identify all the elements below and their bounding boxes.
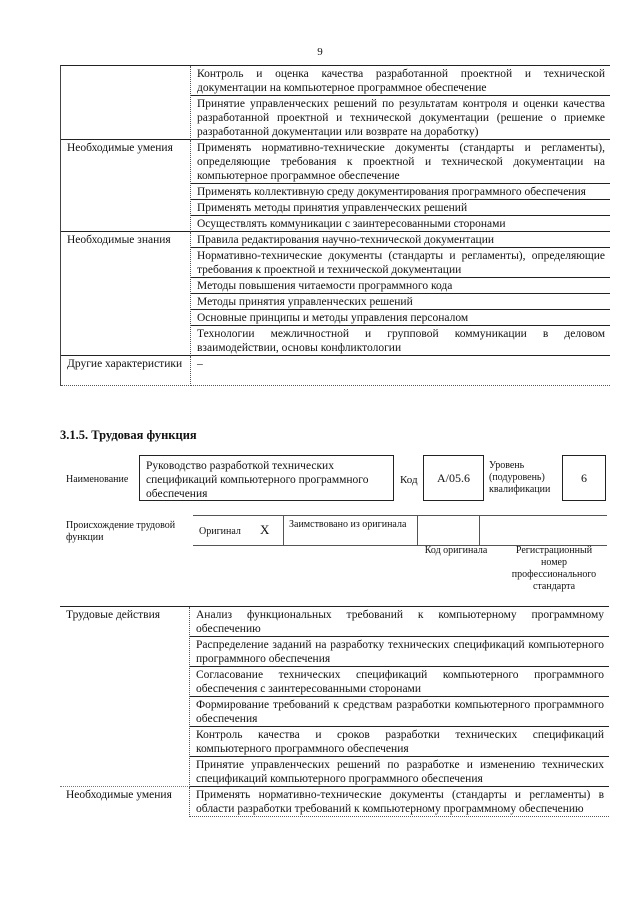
table-cell: Формирование требований к средствам разработки компьютерного программного обеспечения bbox=[190, 697, 609, 727]
table-row-skills bbox=[60, 787, 609, 817]
row-label bbox=[61, 66, 191, 140]
table-cell: Применять нормативно-технические документы (стандарты и регламенты) в области разработки требований к компьютерному программному обеспечению bbox=[190, 787, 609, 817]
table-cell: Принятие управленческих решений по результатам контроля и оценки качества разработанной проектной и технической документации (решение о приемке разработанной документации или возврате на доработку) bbox=[191, 96, 610, 140]
row-label: Необходимые умения bbox=[61, 140, 191, 232]
name-label: Наименование bbox=[66, 474, 129, 485]
borrowed-label: Заимствовано из оригинала bbox=[289, 519, 407, 530]
table-cell: Принятие управленческих решений по разработке и изменению технических спецификаций компьютерного программного обеспечения bbox=[190, 757, 609, 787]
table-row-actions bbox=[60, 607, 609, 787]
code-label: Код bbox=[400, 474, 418, 486]
code-origin-caption: Код оригинала bbox=[424, 545, 488, 556]
divider bbox=[283, 515, 284, 545]
table-cell: Нормативно-технические документы (стандарты и регламенты), определяющие требования к проектной и технической документации bbox=[191, 248, 610, 278]
level-label: Уровень (подуровень) квалификации bbox=[489, 460, 551, 495]
function-details-table bbox=[60, 606, 609, 817]
section-title: 3.1.5. Трудовая функция bbox=[60, 428, 197, 442]
table-row-knowledge bbox=[61, 232, 610, 356]
divider bbox=[417, 515, 418, 545]
table-cell: Основные принципы и методы управления персоналом bbox=[191, 310, 610, 326]
page-number: 9 bbox=[317, 46, 323, 58]
table-cell: – bbox=[191, 356, 610, 386]
original-mark: X bbox=[260, 522, 270, 537]
origin-row bbox=[193, 515, 607, 546]
table-row-actions-continued bbox=[61, 66, 610, 140]
table-cell: Методы принятия управленческих решений bbox=[191, 294, 610, 310]
original-label: Оригинал bbox=[199, 526, 241, 537]
function-name-box: Руководство разработкой технических спецификаций компьютерного программного обеспечения bbox=[139, 455, 394, 501]
table-cell: Применять методы принятия управленческих решений bbox=[191, 200, 610, 216]
registration-caption: Регистрационный номер профессионального стандарта bbox=[511, 545, 597, 592]
table-cell: Правила редактирования научно-технической документации bbox=[191, 232, 610, 248]
row-label: Необходимые умения bbox=[60, 787, 190, 817]
row-label: Трудовые действия bbox=[60, 607, 190, 787]
function-code-box: A/05.6 bbox=[423, 455, 484, 501]
table-cell: Согласование технических спецификаций компьютерного программного обеспечения с заинтересованными сторонами bbox=[190, 667, 609, 697]
table-cell: Применять нормативно-технические документы (стандарты и регламенты), определяющие требования к проектной и технической документации на компьютерное программное обеспечение bbox=[191, 140, 610, 184]
divider bbox=[479, 515, 480, 545]
table-cell: Осуществлять коммуникации с заинтересованными сторонами bbox=[191, 216, 610, 232]
table-cell: Распределение заданий на разработку технических спецификаций компьютерного программного обеспечения bbox=[190, 637, 609, 667]
table-row-other bbox=[61, 356, 610, 386]
table-cell: Контроль и оценка качества разработанной проектной и технической документации на компьютерное программное обеспечение bbox=[191, 66, 610, 96]
table-cell: Контроль качества и сроков разработки технических спецификаций компьютерного программного обеспечения bbox=[190, 727, 609, 757]
table-cell: Анализ функциональных требований к компьютерному программному обеспечению bbox=[190, 607, 609, 637]
level-box: 6 bbox=[562, 455, 606, 501]
row-label: Другие характеристики bbox=[61, 356, 191, 386]
origin-label: Происхождение трудовой функции bbox=[66, 520, 176, 543]
row-label: Необходимые знания bbox=[61, 232, 191, 356]
table-cell: Применять коллективную среду документирования программного обеспечения bbox=[191, 184, 610, 200]
table-cell: Технологии межличностной и групповой коммуникации в деловом взаимодействии, основы конфликтологии bbox=[191, 326, 610, 356]
table-row-skills bbox=[61, 140, 610, 232]
table-cell: Методы повышения читаемости программного кода bbox=[191, 278, 610, 294]
competency-table-continued bbox=[60, 65, 610, 386]
